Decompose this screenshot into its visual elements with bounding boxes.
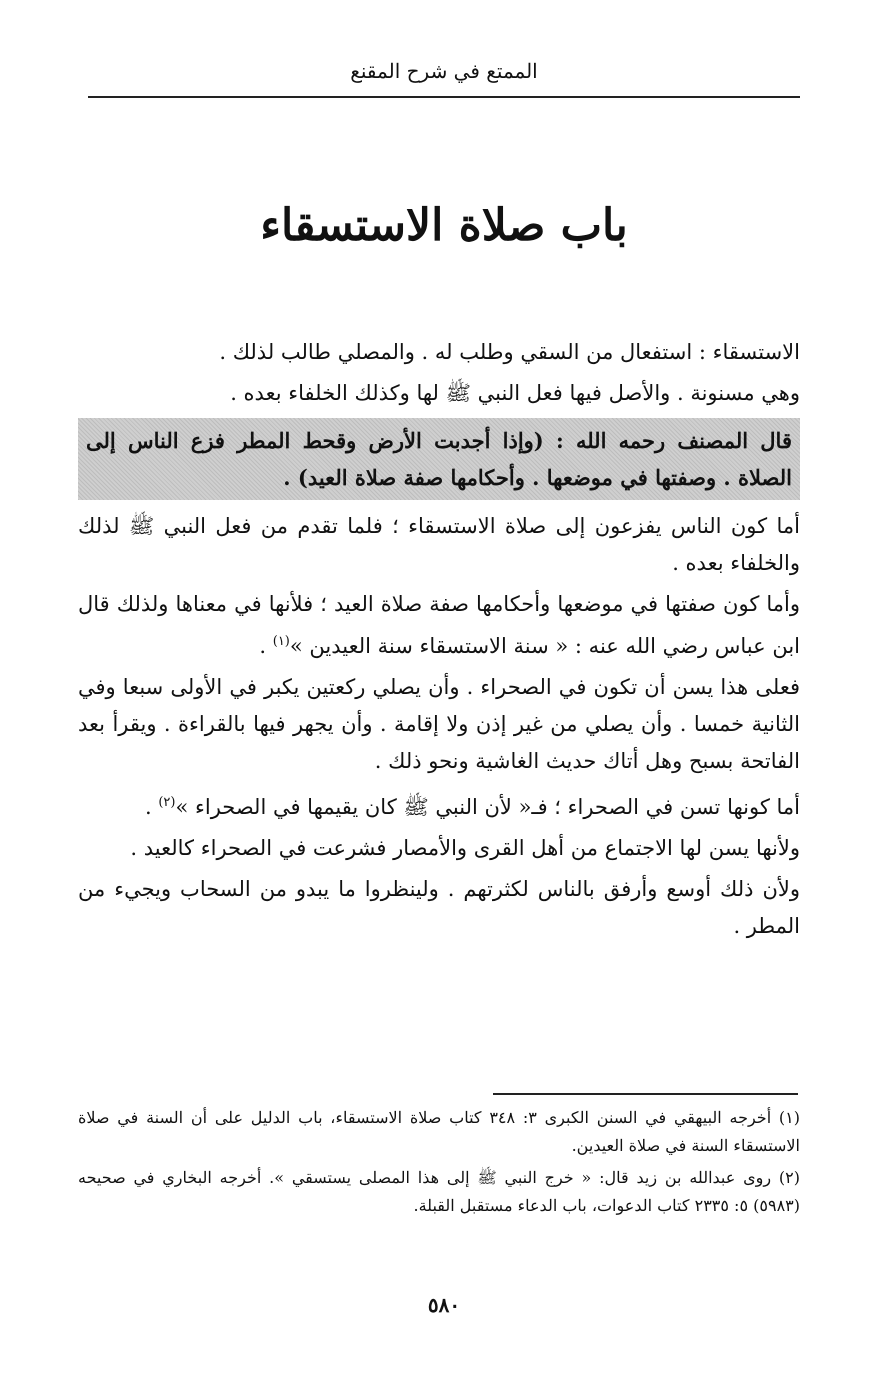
paragraph: فعلى هذا يسن أن تكون في الصحراء . وأن يصلي ركعتين يكبر في الأولى سبعا وفي الثانية خمسا . وأن يصلي من غير إذن ولا إقامة . وأن يجهر فيها بالقراءة . ويقرأ بعد الفاتحة بسبح وهل أتاك حديث الغاشية ونحو ذلك .: [78, 675, 800, 773]
footnote-ref-1[interactable]: (١): [272, 634, 290, 649]
paragraph-end: .: [144, 795, 159, 819]
footnote-rule: [493, 1093, 798, 1095]
highlighted-quote: قال المصنف رحمه الله : (وإذا أجدبت الأرض وقحط المطر فزع الناس إلى الصلاة . وصفتها في موضعها . وأحكامها صفة صلاة العيد) .: [78, 418, 800, 500]
footnote-ref-2[interactable]: (٢): [158, 795, 176, 810]
page-number: ٥٨٠: [427, 1293, 461, 1317]
paragraph-text: أما كونها تسن في الصحراء ؛ فـ« لأن النبي ﷺ كان يقيمها في الصحراء »: [175, 795, 800, 819]
footnote-1: (١) أخرجه البيهقي في السنن الكبرى ٣: ٣٤٨ كتاب صلاة الاستسقاء، باب الدليل على أن السنة في صلاة الاستسقاء السنة في صلاة العيدين.: [78, 1108, 801, 1155]
paragraph: الاستسقاء : استفعال من السقي وطلب له . والمصلي طالب لذلك .: [219, 340, 800, 364]
paragraph: [78, 784, 800, 826]
paragraph: وهي مسنونة . والأصل فيها فعل النبي ﷺ لها وكذلك الخلفاء بعده .: [230, 381, 800, 405]
running-header: الممتع في شرح المقنع: [350, 59, 538, 83]
paragraph: ولأنها يسن لها الاجتماع من أهل القرى والأمصار فشرعت في الصحراء كالعيد .: [130, 836, 800, 860]
paragraph: أما كون الناس يفزعون إلى صلاة الاستسقاء ؛ فلما تقدم من فعل النبي ﷺ لذلك والخلفاء بعده .: [78, 514, 800, 575]
footnotes: [78, 1104, 800, 1224]
footnote-2: (٢) روى عبدالله بن زيد قال: « خرج النبي ﷺ إلى هذا المصلى يستسقي ». أخرجه البخاري في صحيحه (٥٩٨٣) ٥: ٢٣٣٥ كتاب الدعوات، باب الدعاء مستقبل القبلة.: [78, 1168, 800, 1215]
paragraph-end: .: [259, 634, 273, 658]
header-rule: [88, 96, 800, 98]
chapter-title: باب صلاة الاستسقاء: [260, 200, 628, 251]
paragraph-text: وأما كون صفتها في موضعها وأحكامها صفة صلاة العيد ؛ فلأنها في معناها ولذلك قال ابن عباس رضي الله عنه : « سنة الاستسقاء سنة العيدين »: [78, 592, 800, 658]
paragraph: ولأن ذلك أوسع وأرفق بالناس لكثرتهم . ولينظروا ما يبدو من السحاب ويجيء من المطر .: [78, 877, 800, 938]
body-text: [78, 334, 800, 949]
paragraph: [78, 586, 800, 665]
